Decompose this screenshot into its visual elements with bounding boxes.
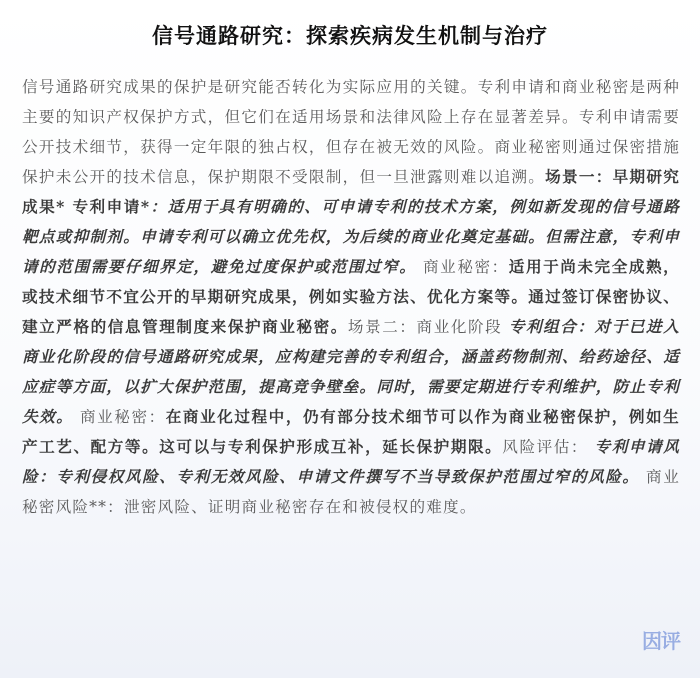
body-text-trade-secret-label-2: 商业秘密： <box>73 408 166 426</box>
body-text-patent-early: *：适用于具有明确的、可申请专利的技术方案，例如新发现的信号通路靶点或抑制剂。申请专利可以确立优先权，为后续的商业化奠定基础。但需注意，专利申请的范围需要仔细界定，避免过度保护或范围过窄。 <box>22 197 680 276</box>
body-text-trade-secret-label: 商业秘密： <box>416 258 509 276</box>
body-text-patent-portfolio: 专利组合：对于已进入商业化阶段的信号通路研究成果，应构建完善的专利组合，涵盖药物制剂、给药途径、适应症等方面，以扩大保护范围，提高竞争壁垒。同时，需要定期进行专利维护，防止专利失效。 <box>22 317 680 426</box>
body-text-risk-heading: 风险评估： <box>502 438 595 456</box>
watermark-logo: 因评 <box>642 629 680 653</box>
body-text-trade-secret-risk: 商业秘密风险**：泄密风险、证明商业秘密存在和被侵权的难度。 <box>22 468 680 516</box>
page-title: 信号通路研究：探索疾病发生机制与治疗 <box>152 23 548 48</box>
article-body <box>22 72 680 522</box>
body-text-trade-secret-early: 适用于尚未完全成熟，或技术细节不宜公开的早期研究成果，例如实验方法、优化方案等。通过签订保密协议、建立严格的信息管理制度来保护商业秘密。 <box>22 257 680 336</box>
body-text-intro: 信号通路研究成果的保护是研究能否转化为实际应用的关键。专利申请和商业秘密是两种主要的知识产权保护方式，但它们在适用场景和法律风险上存在显著差异。专利申请需要公开技术细节，获得一定年限的独占权，但存在被无效的风险。商业秘密则通过保密措施保护未公开的技术信息，保护期限不受限制，但一旦泄露则难以追溯。 <box>22 78 680 186</box>
body-text-scenario-one-heading: 场景一：早期研究成果* 专利申请 <box>22 167 681 216</box>
body-text-trade-secret-commercial: 在商业化过程中，仍有部分技术细节可以作为商业秘密保护，例如生产工艺、配方等。这可以与专利保护形成互补，延长保护期限。 <box>22 407 680 456</box>
body-text-scenario-two-heading: 场景二：商业化阶段 <box>347 318 509 336</box>
body-text-patent-risk: 专利申请风险：专利侵权风险、专利无效风险、申请文件撰写不当导致保护范围过窄的风险。 <box>22 437 680 486</box>
